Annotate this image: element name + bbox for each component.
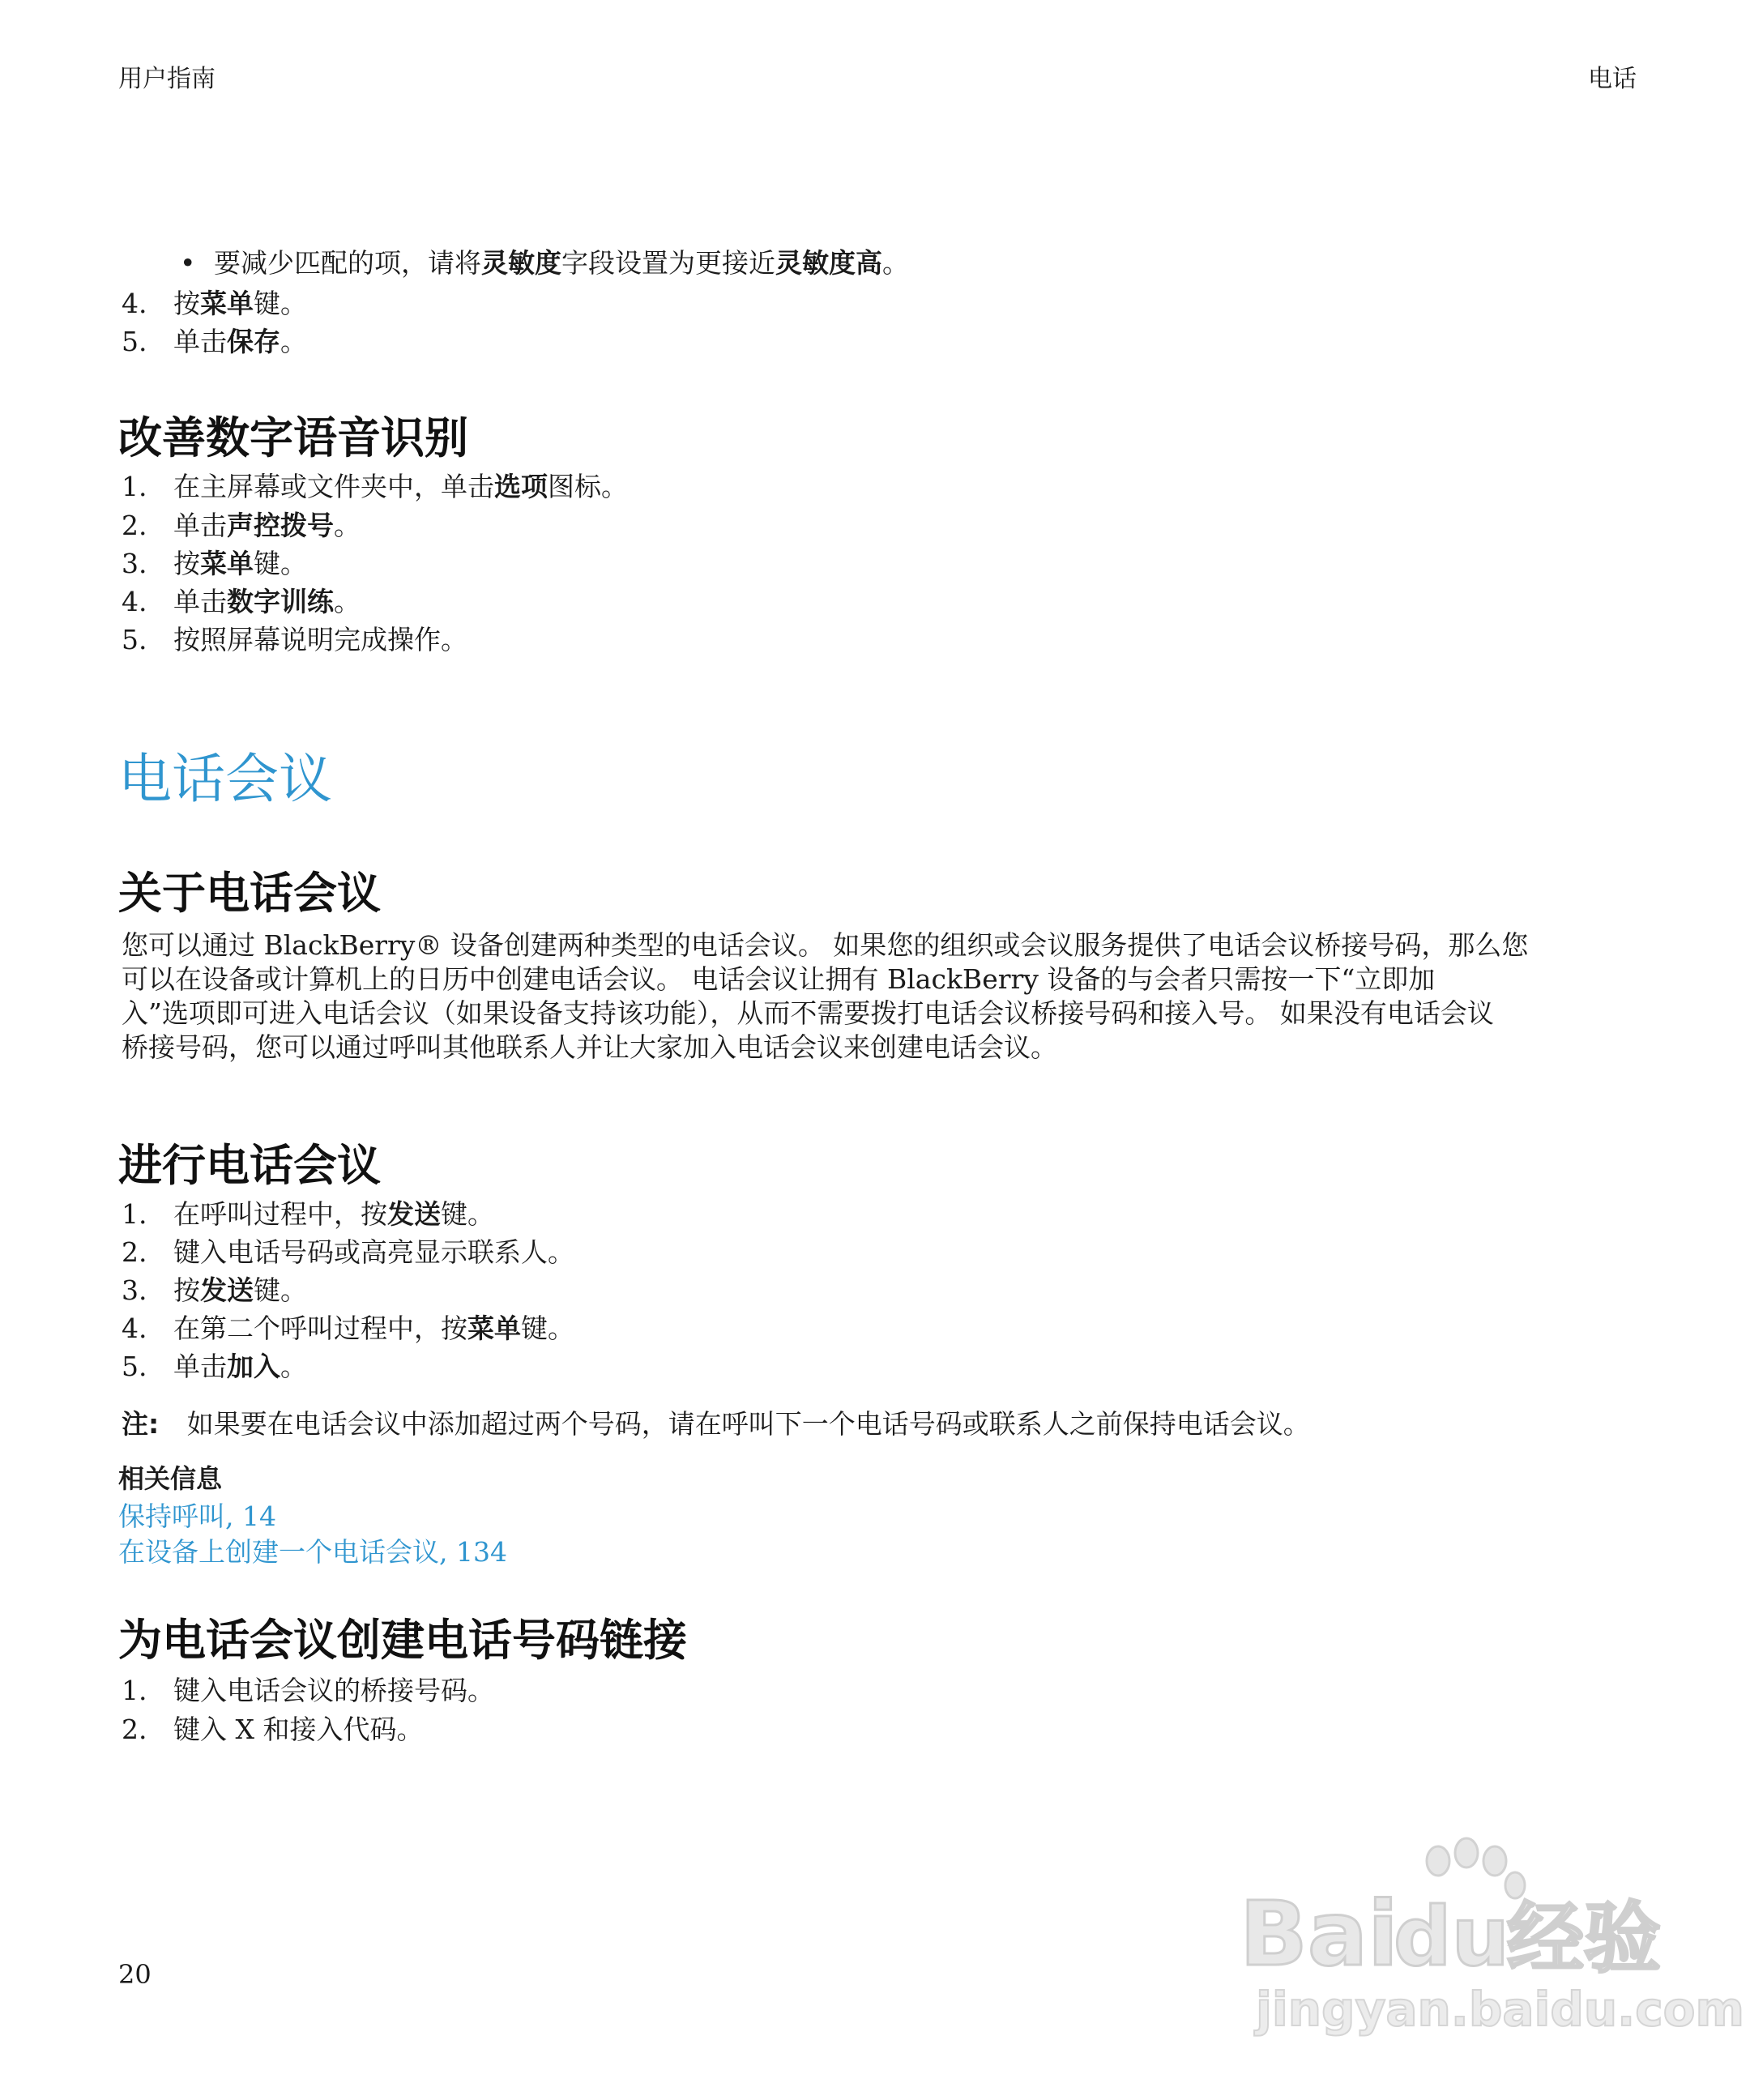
paragraph-line: 可以在设备或计算机上的日历中创建电话会议。 电话会议让拥有 BlackBerry 设备的与会者只需按一下“立即加 [122, 963, 1436, 995]
bullet-icon: • [180, 247, 196, 279]
list-number: 2. [122, 1236, 147, 1268]
item-text: 单击 [173, 1351, 227, 1382]
bullet-bold-2: 灵敏度高 [775, 247, 882, 279]
item-bold: 发送 [200, 1274, 254, 1306]
list-number: 5. [122, 624, 147, 655]
list-number: 2. [122, 1714, 147, 1745]
list-number: 1. [122, 1675, 147, 1706]
item-bold: 菜单 [200, 288, 254, 319]
about-paragraph [122, 928, 1645, 1065]
list-number: 2. [122, 510, 147, 541]
item-bold: 声控拨号 [227, 510, 334, 541]
item-bold: 保存 [227, 326, 280, 357]
item-bold: 发送 [387, 1198, 441, 1230]
item-text: 单击 [173, 586, 227, 617]
item-text: 在第二个呼叫过程中，按 [173, 1312, 467, 1344]
list-number: 1. [122, 1198, 147, 1230]
list-number: 5. [122, 1351, 147, 1382]
page-number: 20 [118, 1959, 152, 1990]
item-text-post: 。 [334, 586, 361, 617]
note-text: 如果要在电话会议中添加超过两个号码，请在呼叫下一个电话号码或联系人之前保持电话会议。 [186, 1408, 1310, 1440]
item-text-post: 。 [280, 326, 307, 357]
item-text-post: 键。 [254, 548, 307, 579]
item-text: 按照屏幕说明完成操作。 [173, 624, 467, 655]
item-bold: 选项 [494, 471, 548, 502]
running-header-left: 用户指南 [118, 65, 216, 93]
list-number: 3. [122, 1274, 147, 1306]
baidu-jingyan-watermark [1240, 1835, 1744, 2038]
chapter-title: 电话会议 [118, 748, 332, 810]
item-bold: 数字训练 [227, 586, 334, 617]
list-number: 4. [122, 288, 147, 319]
item-text: 按 [173, 288, 200, 319]
bullet-text-pre: 要减少匹配的项，请将 [214, 247, 481, 279]
item-text-post: 键。 [254, 288, 307, 319]
item-text: 键入 X 和接入代码。 [173, 1714, 424, 1745]
section-title-number-link: 为电话会议创建电话号码链接 [118, 1615, 687, 1666]
item-text: 单击 [173, 326, 227, 357]
watermark-brand-2: du [1394, 1889, 1509, 1984]
item-text-post: 键。 [254, 1274, 307, 1306]
section-title-make-conference: 进行电话会议 [118, 1140, 381, 1191]
item-text-post: 。 [334, 510, 361, 541]
note [122, 1403, 1310, 1441]
watermark-url: jingyan.baidu.com [1256, 1982, 1744, 2037]
related-info-title: 相关信息 [118, 1463, 223, 1494]
item-text: 在主屏幕或文件夹中，单击 [173, 471, 494, 502]
running-header-right: 电话 [1588, 65, 1637, 93]
item-text: 键入电话会议的桥接号码。 [173, 1675, 494, 1706]
section-title-about-conference: 关于电话会议 [118, 868, 381, 919]
related-link-hold-call[interactable]: 保持呼叫, 14 [118, 1500, 276, 1532]
list-number: 3. [122, 548, 147, 579]
item-text-post: 键。 [441, 1198, 494, 1230]
item-text-post: 键。 [521, 1312, 574, 1344]
related-link-create-conference[interactable]: 在设备上创建一个电话会议, 134 [118, 1536, 507, 1568]
list-number: 4. [122, 1312, 147, 1344]
watermark-brand: Bai [1240, 1882, 1398, 1986]
list-number: 5. [122, 326, 147, 357]
item-text: 按 [173, 1274, 200, 1306]
bullet-text-post: 。 [882, 247, 909, 279]
item-text: 在呼叫过程中，按 [173, 1198, 387, 1230]
bullet-text-mid: 字段设置为更接近 [561, 247, 775, 279]
item-text-post: 图标。 [548, 471, 628, 502]
item-bold: 菜单 [467, 1312, 521, 1344]
watermark-cn: 经验 [1507, 1894, 1662, 1983]
paragraph-line: 桥接号码，您可以通过呼叫其他联系人并让大家加入电话会议来创建电话会议。 [122, 1031, 1057, 1063]
note-label: 注: [122, 1408, 160, 1440]
list-number: 1. [122, 471, 147, 502]
item-bold: 菜单 [200, 548, 254, 579]
bullet-bold-1: 灵敏度 [481, 247, 561, 279]
paragraph-line: 您可以通过 BlackBerry® 设备创建两种类型的电话会议。 如果您的组织或会议服务提供了电话会议桥接号码，那么您 [122, 929, 1529, 961]
item-text: 单击 [173, 510, 227, 541]
item-text: 键入电话号码或高亮显示联系人。 [173, 1236, 574, 1268]
paragraph-line: 入”选项即可进入电话会议（如果设备支持该功能），从而不需要拨打电话会议桥接号码和接入号。 如果没有电话会议 [122, 997, 1494, 1029]
item-text: 按 [173, 548, 200, 579]
section-title-digit-voice: 改善数字语音识别 [118, 412, 468, 463]
item-text-post: 。 [280, 1351, 307, 1382]
list-number: 4. [122, 586, 147, 617]
item-bold: 加入 [227, 1351, 280, 1382]
